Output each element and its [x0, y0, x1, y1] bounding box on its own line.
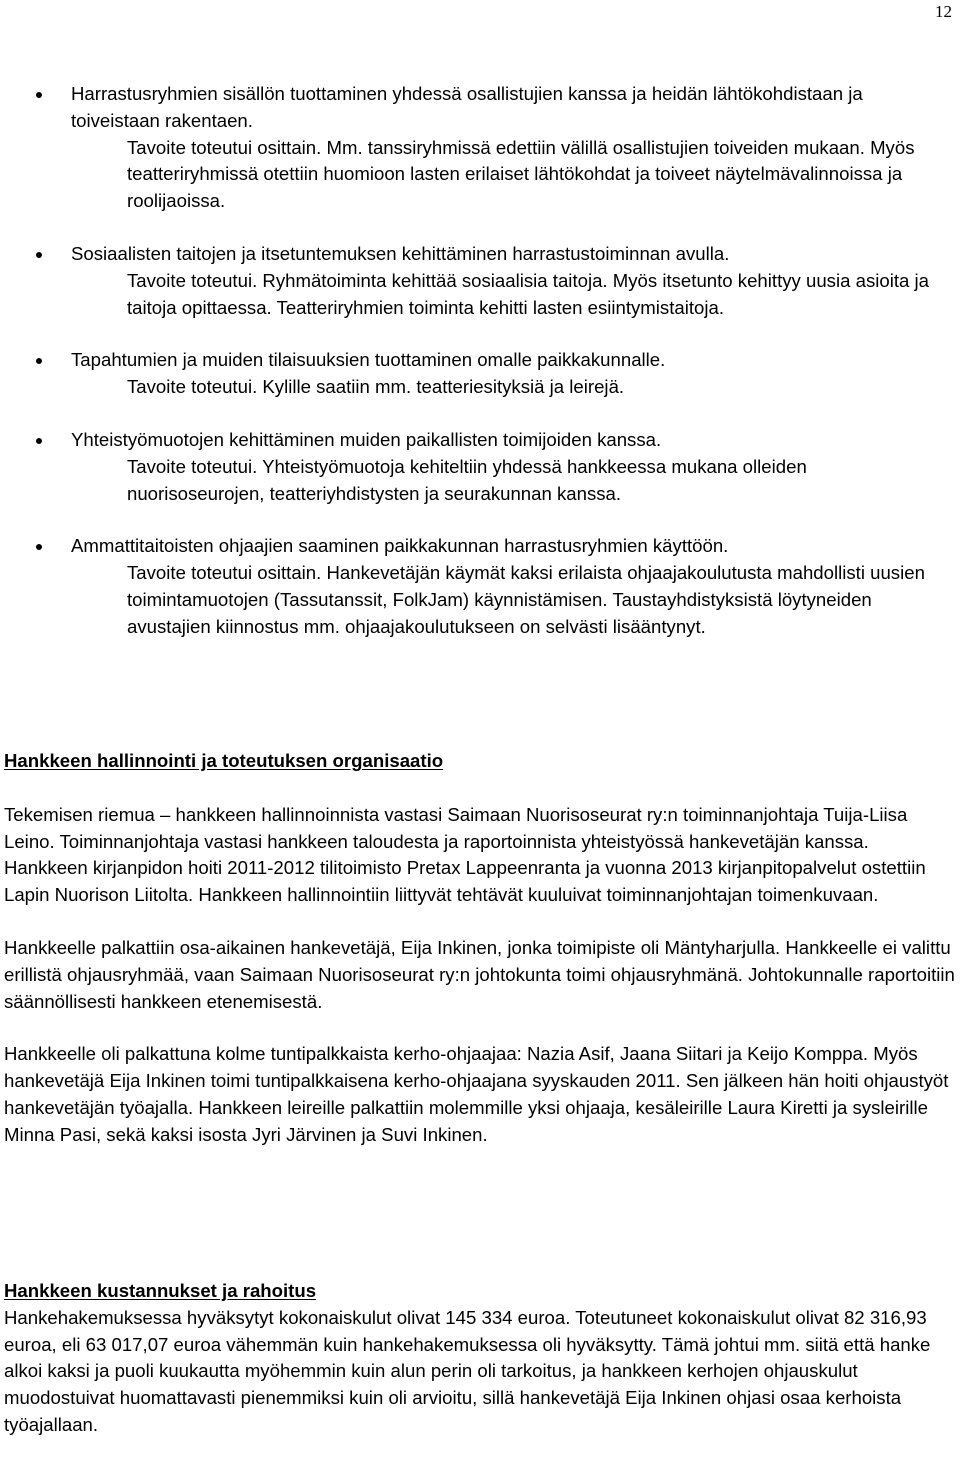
goal-outcome: Tavoite toteutui. Kylille saatiin mm. teatteriesityksiä ja leirejä. — [127, 376, 625, 398]
administration-paragraph-3: Hankkeelle oli palkattuna kolme tuntipalkkaista kerho-ohjaajaa: Nazia Asif, Jaana Siitari ja Keijo Komppa. Myös hankevetäjä Eija Inkinen toimi tuntipalkkaisena kerho-ohjaajana syyskauden 2011. Sen jälkeen hän hoiti ohjaustyöt hankevetäjän työajalla. Hankkeen leireille palkattiin molemmille yksi ohjaaja, kesäleirille Laura Kiretti ja sysleirille Minna Pasi, sekä kaksi isosta Jyri Järvinen ja Suvi Inkinen. — [4, 1043, 949, 1145]
administration-paragraph-2: Hankkeelle palkattiin osa-aikainen hankevetäjä, Eija Inkinen, jonka toimipiste oli Mäntyharjulla. Hankkeelle ei valittu erillistä ohjausryhmää, vaan Saimaan Nuorisoseurat ry:n johtokunta toimi ohjausryhmänä. Johtokunnalle raportoitiin säännöllisesti hankkeen etenemisestä. — [4, 936, 955, 1012]
goal-title: Ammattitaitoisten ohjaajien saaminen paikkakunnan harrastusryhmien käyttöön. — [71, 535, 729, 557]
bullet-icon — [36, 438, 42, 444]
costs-paragraph: Hankehakemuksessa hyväksytyt kokonaiskulut olivat 145 334 euroa. Toteutuneet kokonaiskulut olivat 82 316,93 euroa, eli 63 017,07 euroa vähemmän kuin hankehakemuksessa oli hyväksytty. Tämä johtui mm. siitä että hanke alkoi kaksi ja puoli kuukautta myöhemmin kuin alun perin oli tarkoitus, ja hankkeen kerhojen ohjauskulut muodostuivat huomattavasti pienemmiksi kuin oli arvioitu, sillä hankevetäjä Eija Inkinen ohjasi osaa kerhoista työajallaan. — [4, 1306, 931, 1435]
section-heading: Hankkeen hallinnointi ja toteutuksen organisaatio — [4, 750, 444, 771]
goal-outcome: Tavoite toteutui. Ryhmätoiminta kehittää sosiaalisia taitoja. Myös itsetunto kehittyy uusia asioita ja taitoja opittaessa. Teatteriryhmien toiminta kehitti lasten esiintymistaitoja. — [127, 269, 930, 318]
goal-item-1 — [0, 81, 960, 215]
goal-outcome: Tavoite toteutui osittain. Hankevetäjän käymät kaksi erilaista ohjaajakoulutusta mahdollisti uusien toimintamuotojen (Tassutanssit, FolkJam) käynnistämisen. Taustayhdistyksistä löytyneiden avustajien kiinnostus mm. ohjaajakoulutukseen on selvästi lisääntynyt. — [127, 562, 925, 637]
goal-item-4 — [0, 427, 960, 507]
bullet-icon — [36, 358, 42, 364]
section-heading: Hankkeen kustannukset ja rahoitus — [4, 1280, 317, 1301]
administration-section — [4, 748, 956, 1149]
page-number: 12 — [935, 2, 952, 21]
bullet-icon — [36, 92, 42, 98]
goal-title: Tapahtumien ja muiden tilaisuuksien tuottaminen omalle paikkakunnalle. — [71, 349, 666, 371]
goal-item-3 — [0, 347, 960, 401]
goal-item-5 — [0, 533, 960, 640]
costs-section — [4, 1278, 956, 1439]
goal-title: Yhteistyömuotojen kehittäminen muiden paikallisten toimijoiden kanssa. — [71, 428, 662, 450]
bullet-icon — [36, 544, 42, 550]
goals-list — [0, 81, 960, 641]
goal-item-2 — [0, 241, 960, 321]
bullet-icon — [36, 252, 42, 258]
administration-paragraph-1: Tekemisen riemua – hankkeen hallinnoinnista vastasi Saimaan Nuorisoseurat ry:n toiminnanjohtaja Tuija-Liisa Leino. Toiminnanjohtaja vastasi hankkeen taloudesta ja raportoinnista yhteistyössä hankevetäjän kanssa. Hankkeen kirjanpidon hoiti 2011-2012 tilitoimisto Pretax Lappeenranta ja vuonna 2013 kirjanpitopalvelut ostettiin Lapin Nuorison Liitolta. Hankkeen hallinnointiin liittyvät tehtävät kuuluivat toiminnanjohtajan toimenkuvaan. — [4, 803, 926, 906]
goal-title: Harrastusryhmien sisällön tuottaminen yhdessä osallistujien kanssa ja heidän lähtökohdistaan ja toiveistaan rakentaen. — [71, 83, 863, 131]
goal-outcome: Tavoite toteutui. Yhteistyömuotoja kehiteltiin yhdessä hankkeessa mukana olleiden nuorisoseurojen, teatteriyhdistysten ja seurakunnan kanssa. — [127, 455, 807, 504]
goal-outcome: Tavoite toteutui osittain. Mm. tanssiryhmissä edettiin välillä osallistujien toiveiden mukaan. Myös teatteriryhmissä otettiin huomioon lasten erilaiset lähtökohdat ja toiveet näytelmävalinnoissa ja roolijaoissa. — [127, 136, 915, 212]
goal-title: Sosiaalisten taitojen ja itsetuntemuksen kehittäminen harrastustoiminnan avulla. — [71, 242, 730, 264]
